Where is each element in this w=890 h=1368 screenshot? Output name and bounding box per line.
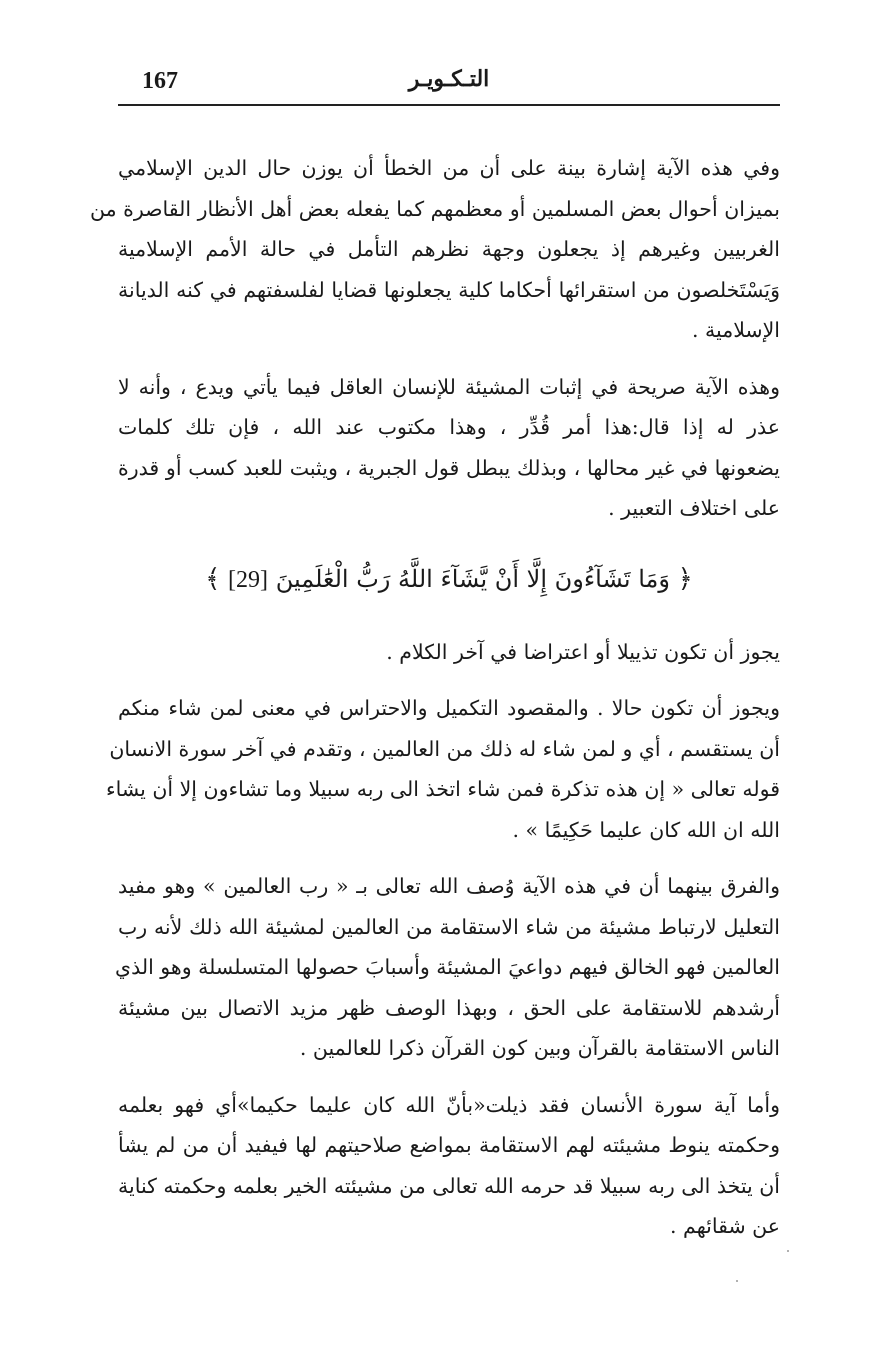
text-line: وفي هذه الآية إشارة بينة على أن من الخطأ أن يوزن حال الدين الإسلامي — [118, 156, 780, 180]
text-line: يجوز أن تكون تذييلا أو اعتراضا في آخر الكلام . — [386, 639, 780, 664]
text-line: عن شقائهم . — [670, 1214, 780, 1238]
verse-text: وَمَا تَشَآءُونَ إِلَّا أَنْ يَّشَآءَ اللَّهُ رَبُّ الْعَٰلَمِينَ — [275, 564, 670, 593]
text-line: العالمين فهو الخالق فيهم دواعيَ المشيئة وأسبابَ حصولها المتسلسلة وهو الذي — [115, 955, 780, 979]
body-text — [90, 148, 780, 1263]
text-line: وأما آية سورة الأنسان فقد ذيلت«بأنّ الله كان عليما حكيما»أي فهو بعلمه — [118, 1092, 780, 1117]
page-header — [118, 62, 780, 106]
text-line: التعليل لارتباط مشيئة من شاء الاستقامة من العالمين لمشيئة الله ذلك لأنه رب — [118, 914, 780, 939]
text-line: وَيَسْتَخلصون من استقرائها أحكاما كلية يجعلونها قضايا لفلسفتهم في كنه الديانة — [118, 277, 780, 302]
text-line: الناس الاستقامة بالقرآن وبين كون القرآن ذكرا للعالمين . — [299, 1036, 780, 1060]
text-line: والفرق بينهما أن في هذه الآية وُصف الله تعالى بـ « رب العالمين » وهو مفيد — [118, 874, 780, 898]
text-line: الإسلامية . — [692, 318, 780, 342]
verse-open-bracket: ﴿ — [677, 563, 693, 594]
text-line: يضعونها في غير محالها ، وبذلك يبطل قول الجبرية ، ويثبت للعبد كسب أو قدرة — [118, 455, 780, 480]
quran-verse — [118, 557, 780, 602]
page-number: 167 — [142, 68, 178, 94]
running-title: التـكـويـر — [408, 66, 490, 92]
verse-close-bracket: ﴾ — [205, 563, 221, 594]
scan-speck — [787, 1250, 789, 1252]
text-line: عذر له إذا قال:هذا أمر قُدِّر ، وهذا مكتوب عند الله ، فإن تلك كلمات — [118, 415, 780, 439]
text-line: على اختلاف التعبير . — [608, 496, 780, 520]
text-line: أرشدهم للاستقامة على الحق ، وبهذا الوصف ظهر مزيد الاتصال بين مشيئة — [118, 995, 780, 1020]
paragraph — [115, 866, 780, 1069]
text-line: وحكمته ينوط مشيئته لهم الاستقامة بمواضع صلاحيتهم لها فيفيد أن من لم يشأ — [118, 1133, 780, 1157]
text-line: بميزان أحوال بعض المسلمين أو معظمهم كما يفعله بعض أهل الأنظار القاصرة من — [90, 196, 780, 221]
text-line: ويجوز أن تكون حالا . والمقصود التكميل والاحتراس في معنى لمن شاء منكم — [118, 696, 780, 720]
text-line: أن يتخذ الى ربه سبيلا قد حرمه الله تعالى من مشيئته الخير بعلمه وحكمته كناية — [118, 1173, 780, 1198]
paragraph — [118, 1085, 780, 1247]
scan-speck — [736, 1280, 738, 1282]
text-line: أن يستقسم ، أي و لمن شاء له ذلك من العالمين ، وتقدم في آخر سورة الانسان — [109, 736, 780, 761]
paragraph — [105, 688, 780, 850]
paragraph — [90, 148, 780, 351]
text-line: الغربيين وغيرهم إذ يجعلون وجهة نظرهم التأمل في حالة الأمم الإسلامية — [118, 237, 780, 261]
text-line: الله ان الله كان عليما حَكِيمًا » . — [512, 817, 780, 842]
text-line: قوله تعالى « إن هذه تذكرة فمن شاء اتخذ الى ربه سبيلا وما تشاءون إلا أن يشاء — [105, 777, 780, 801]
text-line: وهذه الآية صريحة في إثبات المشيئة للإنسان العاقل فيما يأتي ويدع ، وأنه لا — [118, 374, 780, 399]
paragraph — [118, 367, 780, 529]
paragraph — [118, 632, 780, 673]
header-rule — [118, 104, 780, 106]
verse-number: [29] — [228, 566, 269, 593]
